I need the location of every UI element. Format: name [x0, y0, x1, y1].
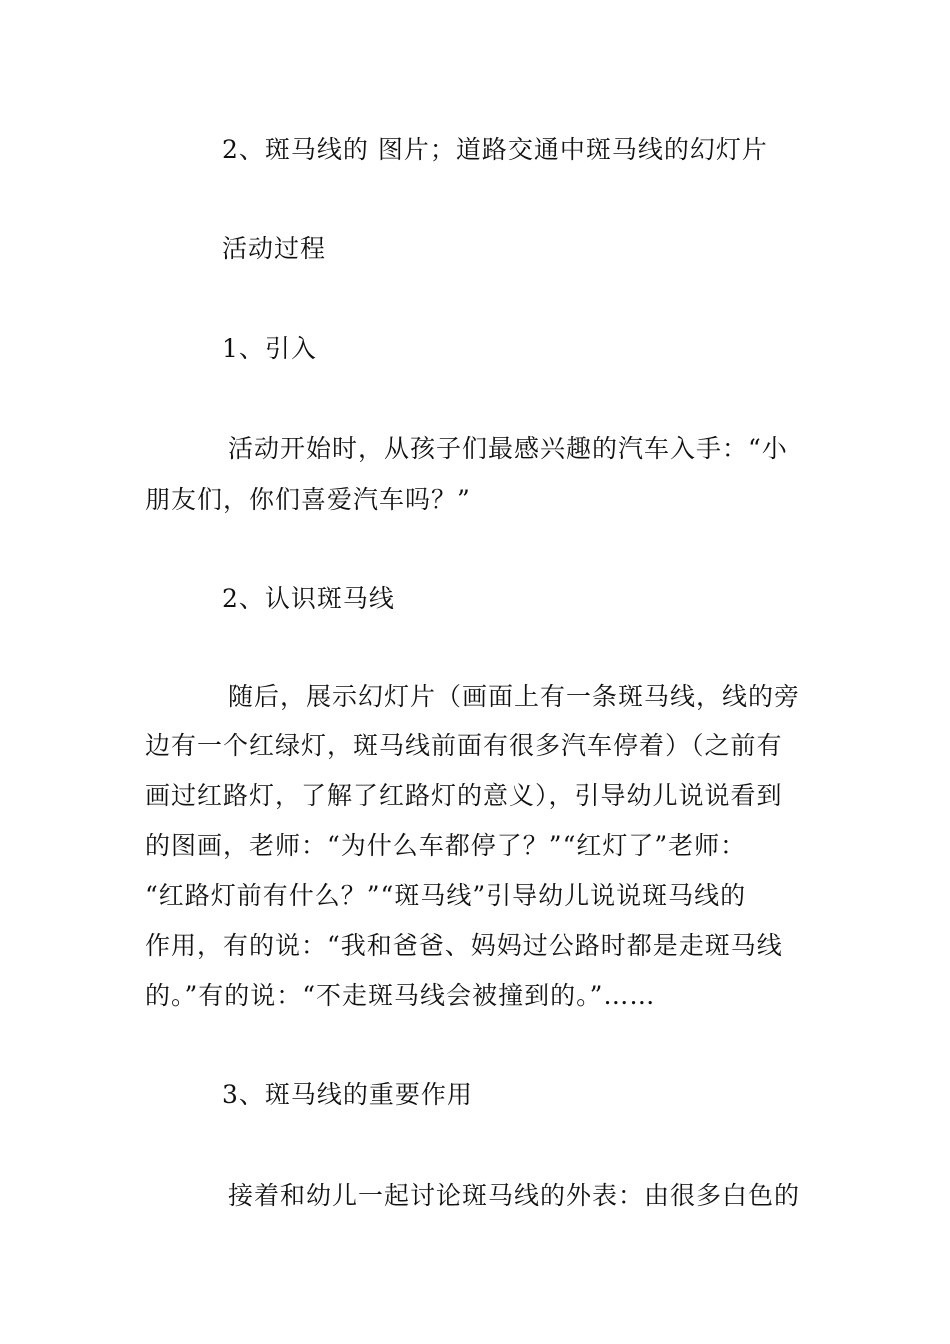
step-heading-introduction: 1、引入: [222, 334, 317, 363]
paragraph-slides-line-6: 作用，有的说：“我和爸爸、妈妈过公路时都是走斑马线: [145, 931, 783, 960]
paragraph-slides-line-5: “红路灯前有什么？”“斑马线”引导幼儿说说斑马线的: [145, 881, 747, 910]
paragraph-slides-line-4: 的图画，老师：“为什么车都停了？”“红灯了”老师：: [145, 831, 747, 860]
step-heading-importance: 3、斑马线的重要作用: [222, 1080, 473, 1109]
paragraph-slides-line-3: 画过红路灯，了解了红路灯的意义），引导幼儿说说看到: [145, 781, 783, 810]
paragraph-slides-line-7: 的。”有的说：“不走斑马线会被撞到的。”……: [145, 981, 656, 1010]
paragraph-slides-line-2: 边有一个红绿灯，斑马线前面有很多汽车停着）（之前有: [145, 731, 783, 760]
paragraph-intro-line-2: 朋友们，你们喜爱汽车吗？”: [145, 485, 471, 514]
paragraph-appearance-line-1: 接着和幼儿一起讨论斑马线的外表：由很多白色的: [228, 1181, 801, 1210]
paragraph-slides-line-1: 随后，展示幻灯片（画面上有一条斑马线，线的旁: [228, 682, 801, 711]
materials-item-2: 2、斑马线的 图片；道路交通中斑马线的幻灯片: [222, 135, 768, 164]
paragraph-intro-line-1: 活动开始时，从孩子们最感兴趣的汽车入手：“小: [228, 434, 788, 463]
section-heading-activity-process: 活动过程: [222, 234, 327, 263]
step-heading-recognize-crosswalk: 2、认识斑马线: [222, 584, 395, 613]
